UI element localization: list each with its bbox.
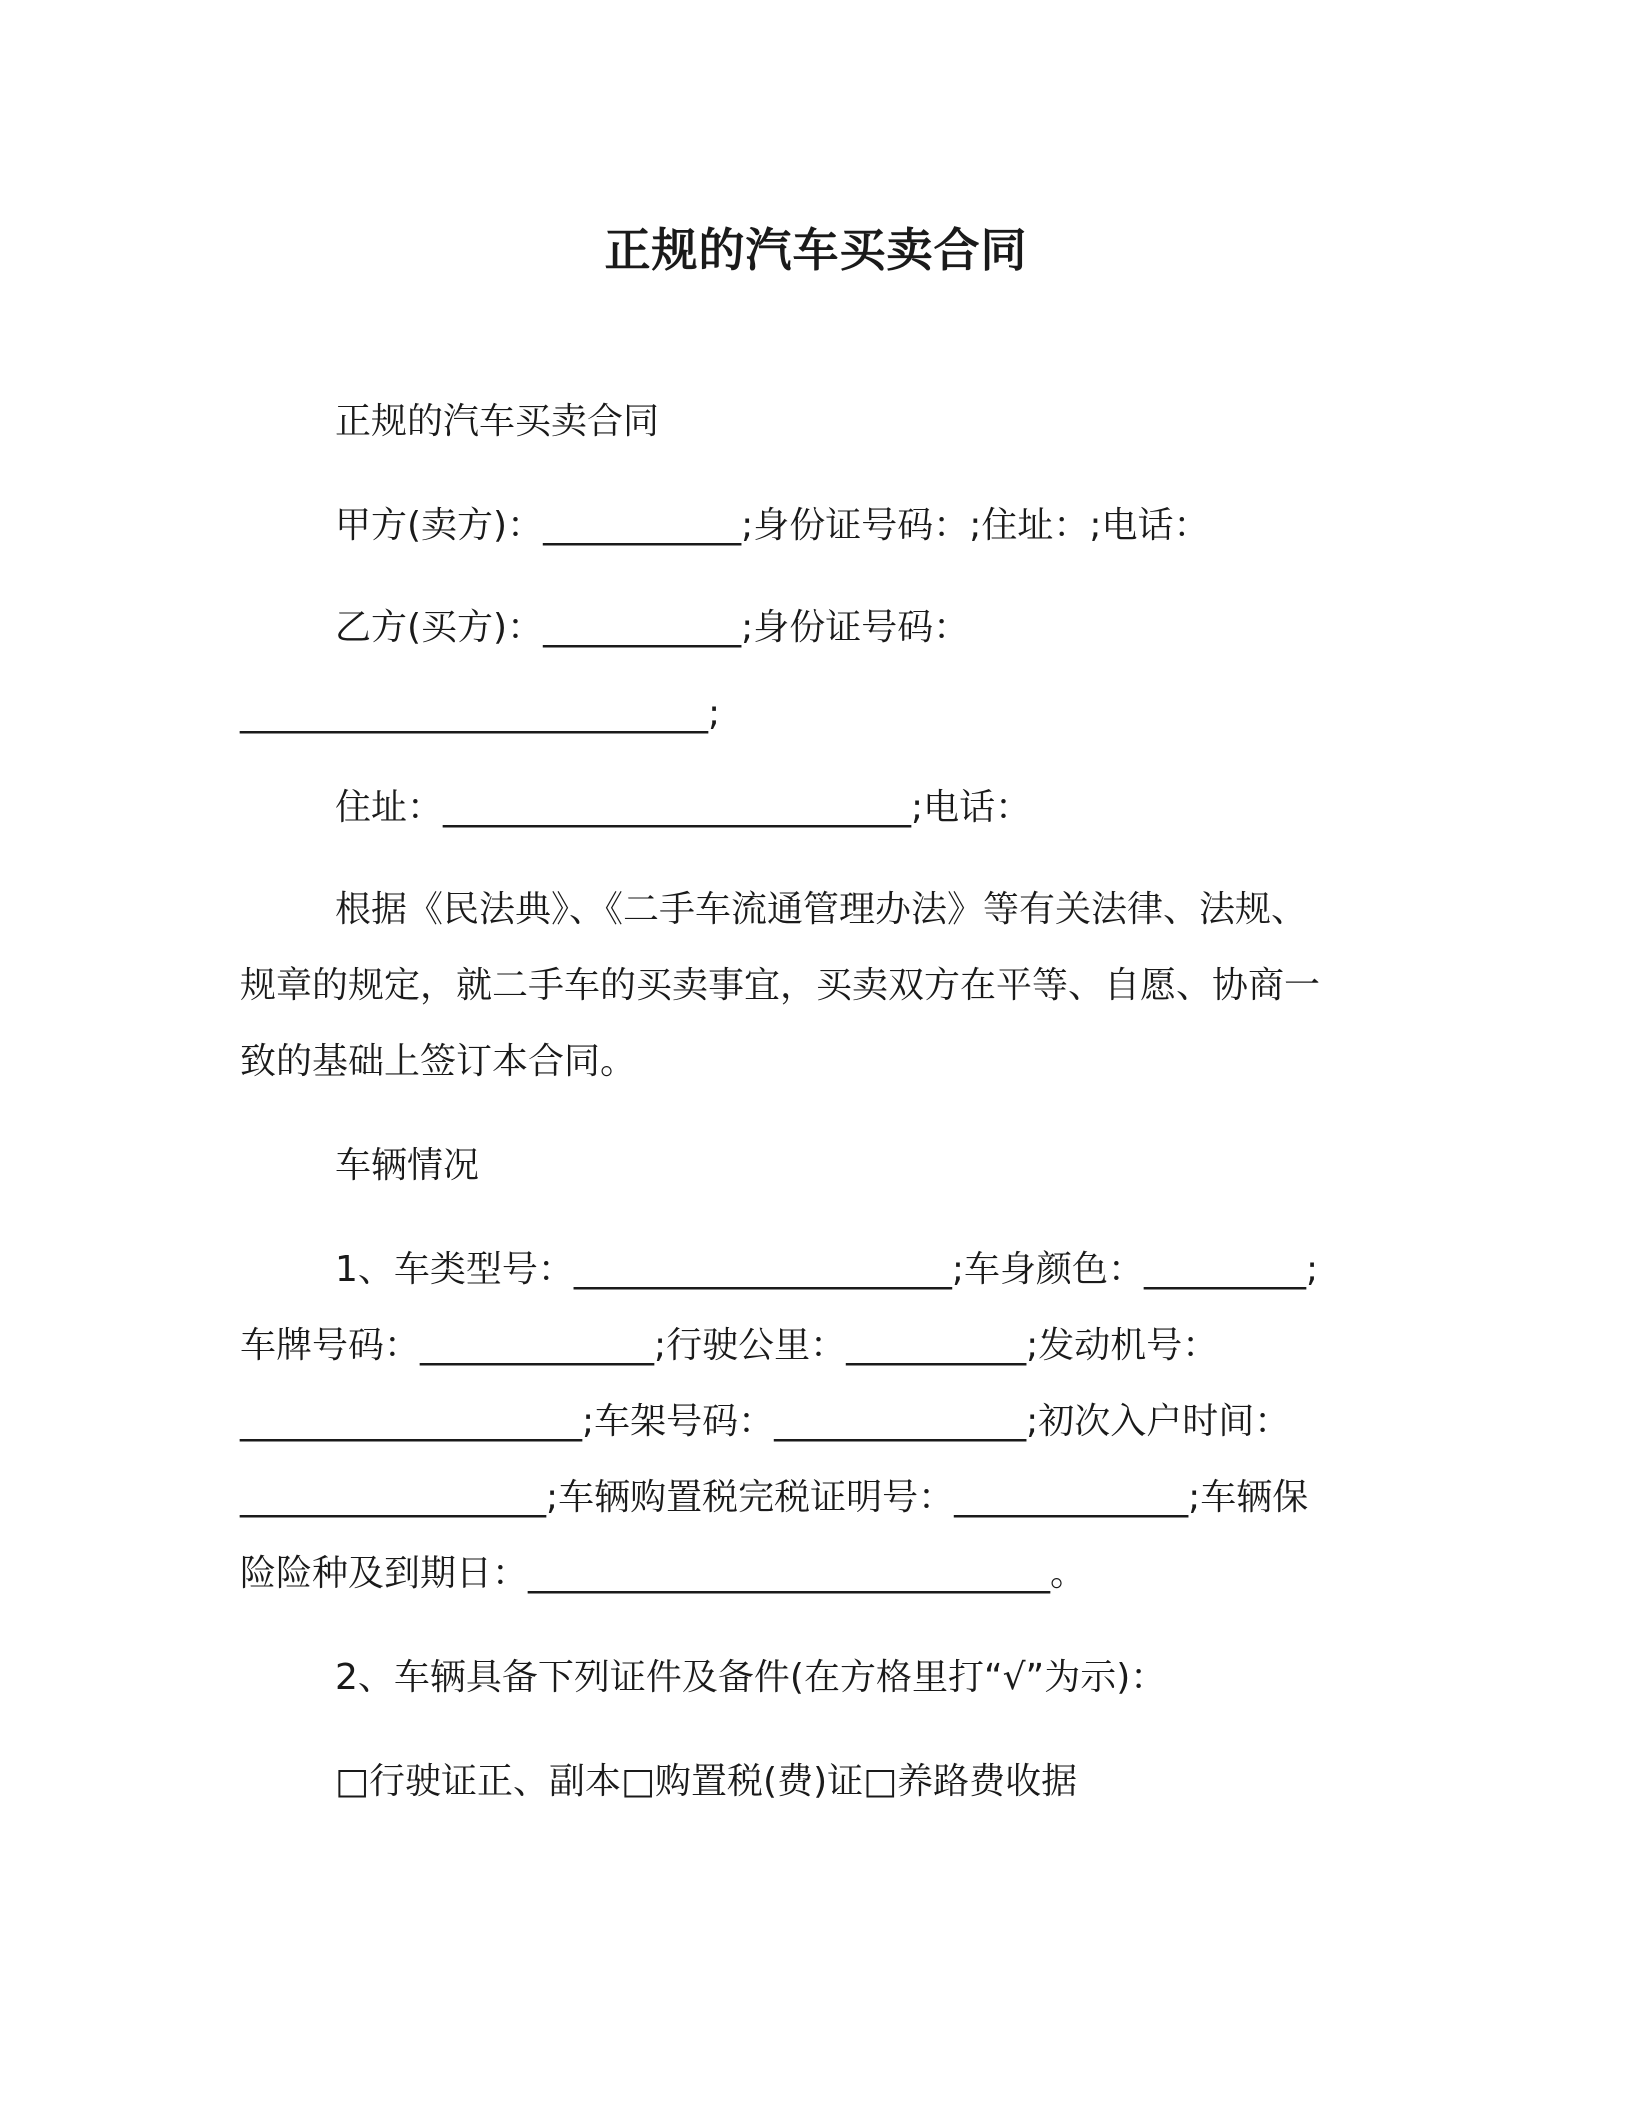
vehicle-item-1-line-5: 险险种及到期日：_____________________________。 bbox=[240, 1553, 1087, 1594]
vehicle-item-1-line-2: 车牌号码：_____________;行驶公里：__________;发动机号： bbox=[240, 1325, 1219, 1366]
vehicle-item-1-line-1: 1、车类型号：_____________________;车身颜色：_________; bbox=[335, 1249, 1319, 1290]
party-a-line: 甲方(卖方)：___________;身份证号码：;住址：;电话： bbox=[335, 505, 1210, 546]
document-title: 正规的汽车买卖合同 bbox=[604, 223, 1028, 277]
documents-checklist: □行驶证正、副本□购置税(费)证□养路费收据 bbox=[335, 1761, 1078, 1802]
preamble-line-1: 根据《民法典》、《二手车流通管理办法》等有关法律、法规、 bbox=[335, 889, 1308, 930]
vehicle-item-2-line: 2、车辆具备下列证件及备件(在方格里打“√”为示)： bbox=[335, 1657, 1167, 1698]
vehicle-item-1-line-3: ___________________;车架号码：______________;初次入户时间： bbox=[240, 1401, 1291, 1442]
preamble-line-3: 致的基础上签订本合同。 bbox=[240, 1041, 637, 1082]
party-b-address-line: 住址：__________________________;电话： bbox=[335, 787, 1032, 828]
party-b-id-blank: __________________________; bbox=[240, 693, 721, 734]
section-heading-vehicle: 车辆情况 bbox=[335, 1145, 480, 1186]
vehicle-item-1-line-4: _________________;车辆购置税完税证明号：_____________;车辆保 bbox=[240, 1477, 1309, 1518]
contract-heading: 正规的汽车买卖合同 bbox=[335, 401, 660, 442]
party-b-line: 乙方(买方)：___________;身份证号码： bbox=[335, 607, 970, 648]
preamble-line-2: 规章的规定，就二手车的买卖事宜，买卖双方在平等、自愿、协商一 bbox=[240, 965, 1321, 1006]
